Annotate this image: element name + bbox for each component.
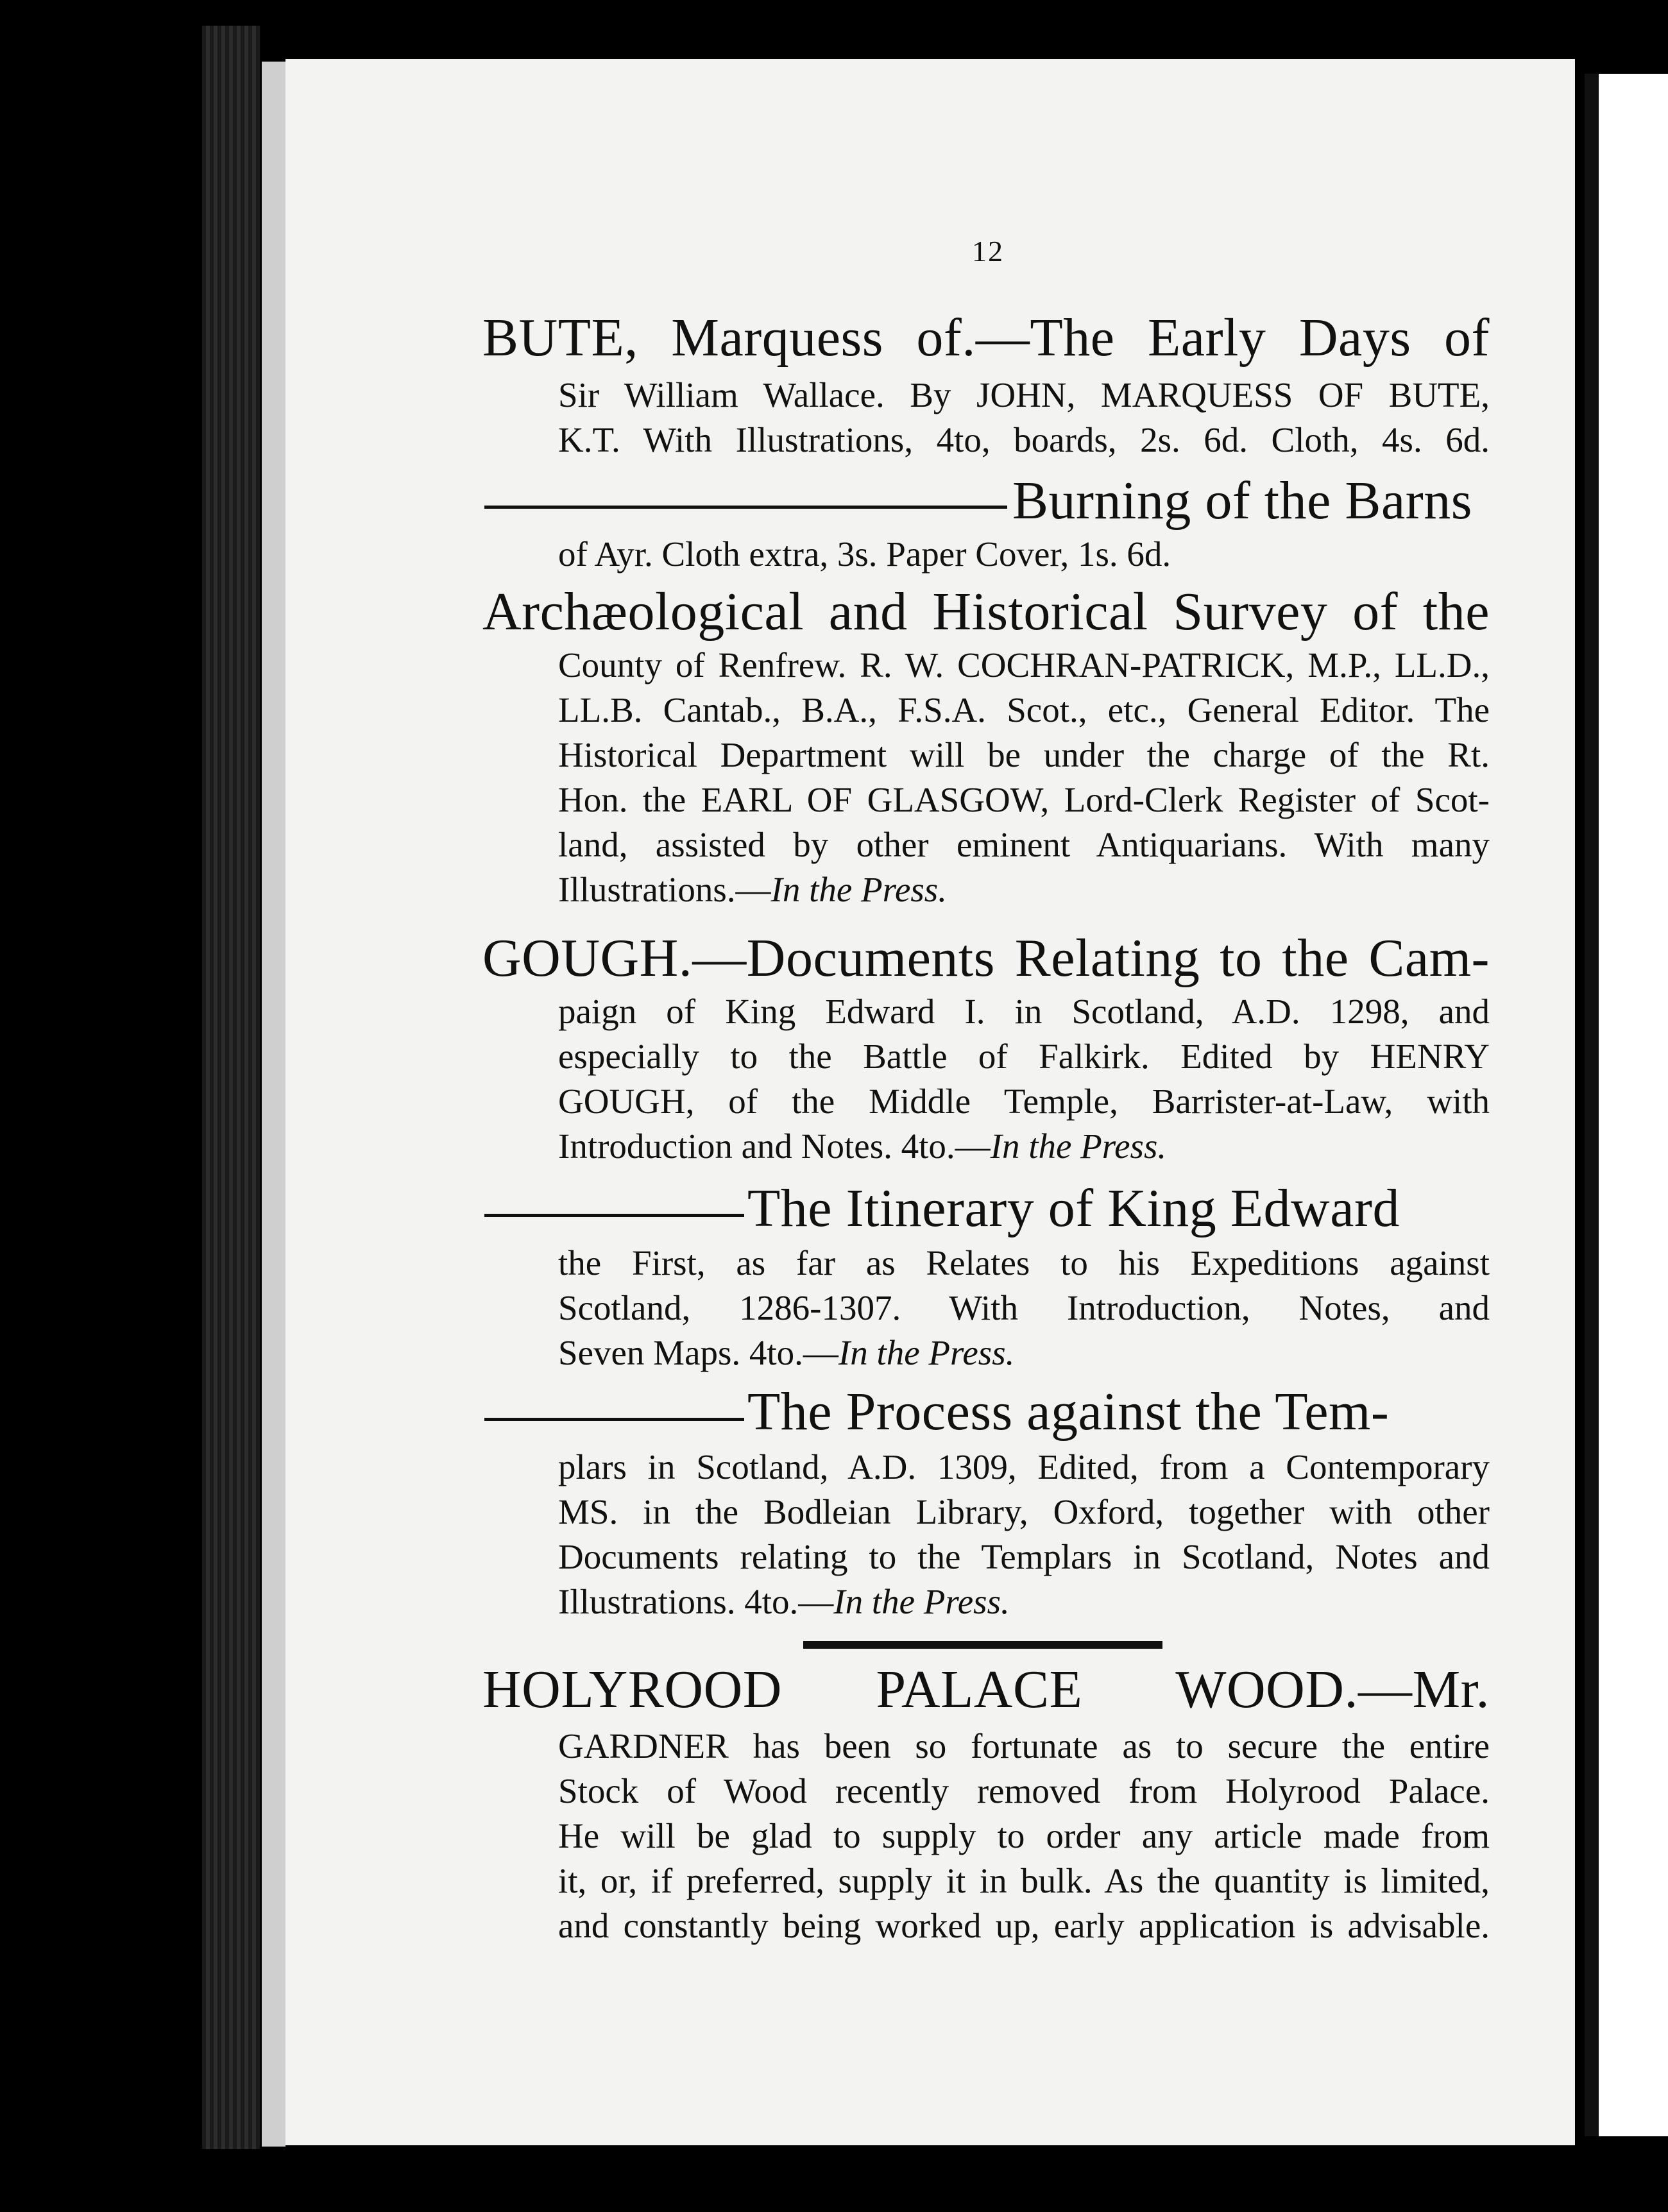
entry-line: especially to the Battle of Falkirk. Edited by HENRY bbox=[558, 1037, 1490, 1076]
entry-line: He will be glad to supply to order any article made from bbox=[558, 1816, 1490, 1855]
gutter-shadow bbox=[1585, 74, 1599, 2136]
entry-line: GOUGH, of the Middle Temple, Barrister-at-Law, with bbox=[558, 1082, 1490, 1121]
entry-line-text: Introduction and Notes. 4to.— bbox=[558, 1127, 991, 1166]
entry-line-text: Seven Maps. 4to.— bbox=[558, 1333, 838, 1372]
entry-line: Scotland, 1286-1307. With Introduction, Notes, and bbox=[558, 1288, 1490, 1327]
entry-heading: HOLYROOD PALACE WOOD.—Mr. bbox=[482, 1660, 1490, 1719]
ditto-rule bbox=[484, 506, 1007, 509]
page-number: 12 bbox=[972, 235, 1004, 268]
entry-line: plars in Scotland, A.D. 1309, Edited, from a Contemporary bbox=[558, 1447, 1490, 1486]
press-note: In the Press. bbox=[838, 1333, 1015, 1372]
press-note: In the Press. bbox=[770, 870, 947, 909]
entry-line: land, assisted by other eminent Antiquarians. With many bbox=[558, 825, 1490, 864]
entry-line: of Ayr. Cloth extra, 3s. Paper Cover, 1s. 6d. bbox=[558, 534, 1171, 574]
entry-line: paign of King Edward I. in Scotland, A.D. 1298, and bbox=[558, 992, 1490, 1031]
entry-heading: GOUGH.—Documents Relating to the Cam- bbox=[482, 928, 1490, 988]
entry-line-last bbox=[558, 1126, 1166, 1166]
entry-heading: The Process against the Tem- bbox=[747, 1382, 1390, 1442]
entry-line: GARDNER has been so fortunate as to secure the entire bbox=[558, 1726, 1490, 1765]
entry-line: Documents relating to the Templars in Scotland, Notes and bbox=[558, 1537, 1490, 1576]
ditto-rule bbox=[484, 1418, 744, 1421]
press-note: In the Press. bbox=[833, 1582, 1010, 1621]
entry-heading: BUTE, Marquess of.—The Early Days of bbox=[482, 308, 1490, 368]
ditto-rule bbox=[484, 1214, 744, 1217]
entry-line: Sir William Wallace. By JOHN, MARQUESS OF BUTE, bbox=[558, 375, 1490, 414]
entry-line: Hon. the EARL OF GLASGOW, Lord-Clerk Register of Scot- bbox=[558, 780, 1490, 819]
entry-line-last bbox=[558, 1581, 1010, 1622]
entry-line-last bbox=[558, 869, 947, 910]
entry-line: it, or, if preferred, supply it in bulk. As the quantity is limited, bbox=[558, 1861, 1490, 1900]
entry-line-text: Illustrations. 4to.— bbox=[558, 1582, 834, 1621]
entry-heading: The Itinerary of King Edward bbox=[747, 1178, 1400, 1238]
book-spine bbox=[202, 26, 260, 2149]
press-note: In the Press. bbox=[990, 1127, 1167, 1166]
entry-line: the First, as far as Relates to his Expeditions against bbox=[558, 1243, 1490, 1282]
entry-heading: Archæological and Historical Survey of the bbox=[482, 582, 1490, 642]
entry-line: and constantly being worked up, early application is advisable. bbox=[558, 1906, 1490, 1945]
entry-line: County of Renfrew. R. W. COCHRAN-PATRICK, M.P., LL.D., bbox=[558, 645, 1490, 685]
entry-line: Stock of Wood recently removed from Holyrood Palace. bbox=[558, 1771, 1490, 1810]
page-edge bbox=[262, 62, 285, 2147]
entry-line: LL.B. Cantab., B.A., F.S.A. Scot., etc., General Editor. The bbox=[558, 690, 1490, 729]
entry-heading: Burning of the Barns bbox=[1012, 471, 1472, 531]
entry-line: Historical Department will be under the charge of the Rt. bbox=[558, 735, 1490, 774]
entry-line-last bbox=[558, 1332, 1014, 1373]
section-divider bbox=[803, 1641, 1162, 1649]
entry-line: K.T. With Illustrations, 4to, boards, 2s. 6d. Cloth, 4s. 6d. bbox=[558, 420, 1490, 459]
entry-line-text: Illustrations.— bbox=[558, 870, 771, 909]
entry-line: MS. in the Bodleian Library, Oxford, together with other bbox=[558, 1492, 1490, 1531]
